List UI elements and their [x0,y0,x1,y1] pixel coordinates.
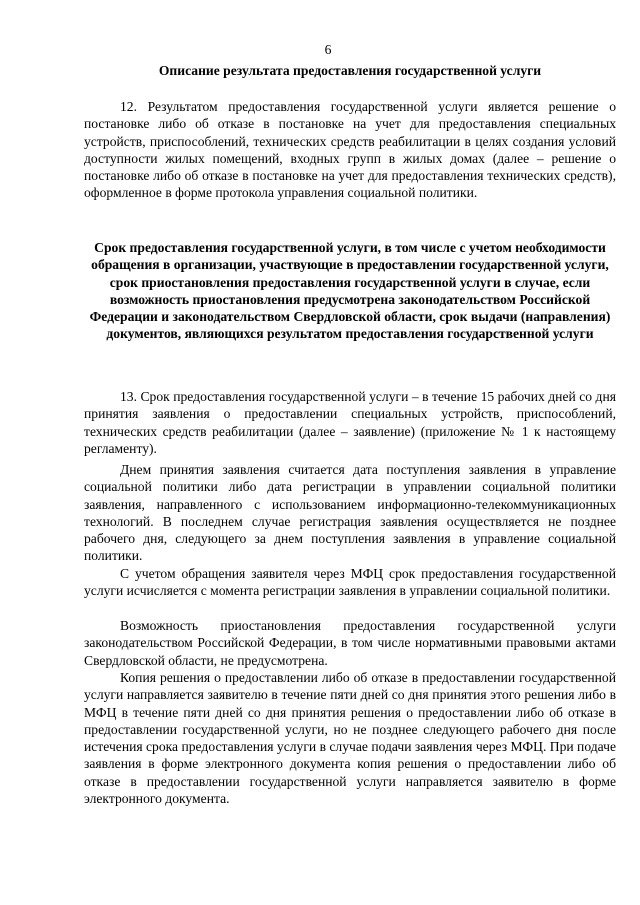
page-number: 6 [324,42,332,57]
section-heading-result: Описание результата предоставления государственной услуги [158,63,542,78]
paragraph-copy-of-decision: Копия решения о предоставлении либо об отказе в предоставлении государственной услуги направляется заявителю в течение пяти дней со дня принятия этого решения либо в МФЦ в течение пяти дней со дня принятия решения о предоставлении либо об отказе в предоставлении государственной услуги, но не позднее следующего рабочего дня после истечения срока предоставления услуги в случае подачи заявления через МФЦ. При подаче заявления в форме электронного документа копия решения о предоставлении либо об отказе в предоставлении государственной услуги направляется заявителю в форме электронного документа. [84,670,616,807]
paragraph-12: 12. Результатом предоставления государственной услуги является решение о постановке либо об отказе в постановке на учет для предоставления специальных устройств, приспособлений, технических средств реабилитации в целях создания условий доступности жилых помещений, входных групп в жилых домах (далее – решение о постановке либо об отказе в постановке на учет для предоставления технических средств), оформленное в форме протокола управления социальной политики. [84,99,616,201]
paragraph-acceptance-day: Днем принятия заявления считается дата поступления заявления в управление социальной политики либо дата регистрации в управлении социальной политики заявления, направленного с использованием информационно-телекоммуникационных технологий. В последнем случае регистрация заявления осуществляется не позднее рабочего дня, следующего за днем поступления заявления в управление социальной политики. [84,462,616,564]
paragraph-13: 13. Срок предоставления государственной услуги – в течение 15 рабочих дней со дня принятия заявления о предоставлении специальных устройств, приспособлений, технических средств реабилитации (далее – заявление) (приложение № 1 к настоящему регламенту). [84,389,616,456]
paragraph-mfc: С учетом обращения заявителя через МФЦ срок предоставления государственной услуги исчисляется с момента регистрации заявления в управлении социальной политики. [84,566,616,599]
paragraph-suspension: Возможность приостановления предоставления государственной услуги законодательством Российской Федерации, в том числе нормативными правовыми актами Свердловской области, не предусмотрена. [84,618,616,668]
section-heading-term: Срок предоставления государственной услуги, в том числе с учетом необходимости обращения в организации, участвующие в предоставлении государственной услуги, срок приостановления предоставления государственной услуги в случае, если возможность приостановления предусмотрена законодательством Российской Федерации и законодательством Свердловской области, срок выдачи (направления) документов, являющихся результатом предоставления государственной услуги [89,240,611,342]
